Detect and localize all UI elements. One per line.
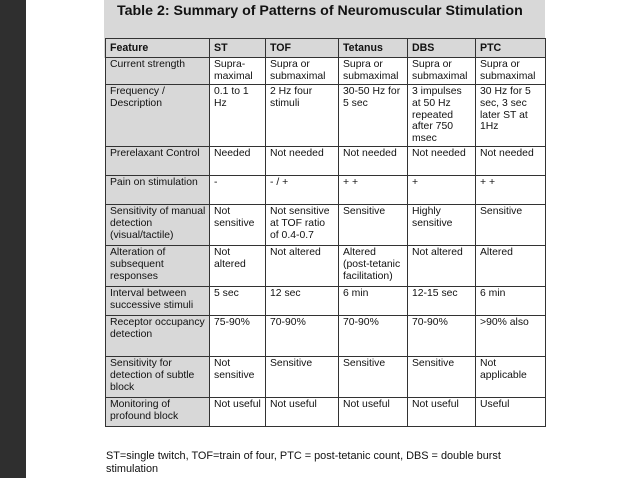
row-label: Current strength <box>106 58 210 85</box>
table-cell: Sensitive <box>408 357 476 398</box>
table-cell: Supra-maximal <box>210 58 266 85</box>
col-header-ptc: PTC <box>476 39 546 58</box>
table-cell: Supra or submaximal <box>339 58 408 85</box>
row-label: Frequency / Description <box>106 85 210 147</box>
table-row <box>106 398 546 427</box>
table-cell: 12 sec <box>266 287 339 316</box>
row-label: Sensitivity of manual detection (visual/tactile) <box>106 205 210 246</box>
title-block <box>104 0 545 38</box>
table-cell: Not altered <box>408 246 476 287</box>
table-cell: Not needed <box>476 147 546 176</box>
row-label: Receptor occupancy detection <box>106 316 210 357</box>
stimulation-table <box>105 38 546 427</box>
table-cell: 12-15 sec <box>408 287 476 316</box>
table-cell: 30 Hz for 5 sec, 3 sec later ST at 1Hz <box>476 85 546 147</box>
table-cell: Needed <box>210 147 266 176</box>
col-header-tetanus: Tetanus <box>339 39 408 58</box>
row-label: Pain on stimulation <box>106 176 210 205</box>
table-cell: Not needed <box>266 147 339 176</box>
table-row <box>106 357 546 398</box>
table-row <box>106 287 546 316</box>
table-row <box>106 58 546 85</box>
table-cell: 75-90% <box>210 316 266 357</box>
table-cell: + + <box>339 176 408 205</box>
table-cell: 3 impulses at 50 Hz repeated after 750 msec <box>408 85 476 147</box>
table-cell: Not useful <box>339 398 408 427</box>
table-cell: - / + <box>266 176 339 205</box>
table-cell: Highly sensitive <box>408 205 476 246</box>
col-header-dbs: DBS <box>408 39 476 58</box>
table-cell: + + <box>476 176 546 205</box>
left-accent-bar <box>0 0 26 478</box>
table-cell: Not useful <box>210 398 266 427</box>
row-label: Interval between successive stimuli <box>106 287 210 316</box>
table-title: Table 2: Summary of Patterns of Neuromuscular Stimulation <box>117 3 523 19</box>
table-cell: Not needed <box>408 147 476 176</box>
row-label: Monitoring of profound block <box>106 398 210 427</box>
table-cell: Altered <box>476 246 546 287</box>
table-cell: - <box>210 176 266 205</box>
table-row <box>106 85 546 147</box>
table-cell: Useful <box>476 398 546 427</box>
table-cell: Not sensitive <box>210 205 266 246</box>
table-cell: 70-90% <box>408 316 476 357</box>
table-cell: Not needed <box>339 147 408 176</box>
row-label: Sensitivity for detection of subtle block <box>106 357 210 398</box>
col-header-feature: Feature <box>106 39 210 58</box>
table-cell: Not useful <box>266 398 339 427</box>
row-label: Alteration of subsequent responses <box>106 246 210 287</box>
table-cell: Not applicable <box>476 357 546 398</box>
table-cell: >90% also <box>476 316 546 357</box>
table-cell: 30-50 Hz for 5 sec <box>339 85 408 147</box>
table-row <box>106 205 546 246</box>
table-cell: Supra or submaximal <box>408 58 476 85</box>
table-cell: 2 Hz four stimuli <box>266 85 339 147</box>
row-label: Prerelaxant Control <box>106 147 210 176</box>
table-cell: Not sensitive <box>210 357 266 398</box>
table-cell: Sensitive <box>339 205 408 246</box>
table-cell: Not altered <box>266 246 339 287</box>
table-cell: 5 sec <box>210 287 266 316</box>
table-cell: 70-90% <box>339 316 408 357</box>
table-cell: Sensitive <box>339 357 408 398</box>
table-cell: Not altered <box>210 246 266 287</box>
table-row <box>106 316 546 357</box>
footnote: ST=single twitch, TOF=train of four, PTC = post-tetanic count, DBS = double burst stimulation <box>106 450 501 475</box>
table-cell: Not sensitive at TOF ratio of 0.4-0.7 <box>266 205 339 246</box>
table-cell: 6 min <box>339 287 408 316</box>
table-row <box>106 176 546 205</box>
document-page <box>104 0 545 478</box>
table-row <box>106 246 546 287</box>
table-cell: Sensitive <box>476 205 546 246</box>
table-cell: Supra or submaximal <box>266 58 339 85</box>
table-row <box>106 147 546 176</box>
col-header-tof: TOF <box>266 39 339 58</box>
table-cell: Not useful <box>408 398 476 427</box>
table-cell: 0.1 to 1 Hz <box>210 85 266 147</box>
col-header-st: ST <box>210 39 266 58</box>
table-cell: Sensitive <box>266 357 339 398</box>
table-cell: 6 min <box>476 287 546 316</box>
table-cell: Supra or submaximal <box>476 58 546 85</box>
table-cell: 70-90% <box>266 316 339 357</box>
table-cell: + <box>408 176 476 205</box>
header-row <box>106 39 546 58</box>
table-cell: Altered (post-tetanic facilitation) <box>339 246 408 287</box>
